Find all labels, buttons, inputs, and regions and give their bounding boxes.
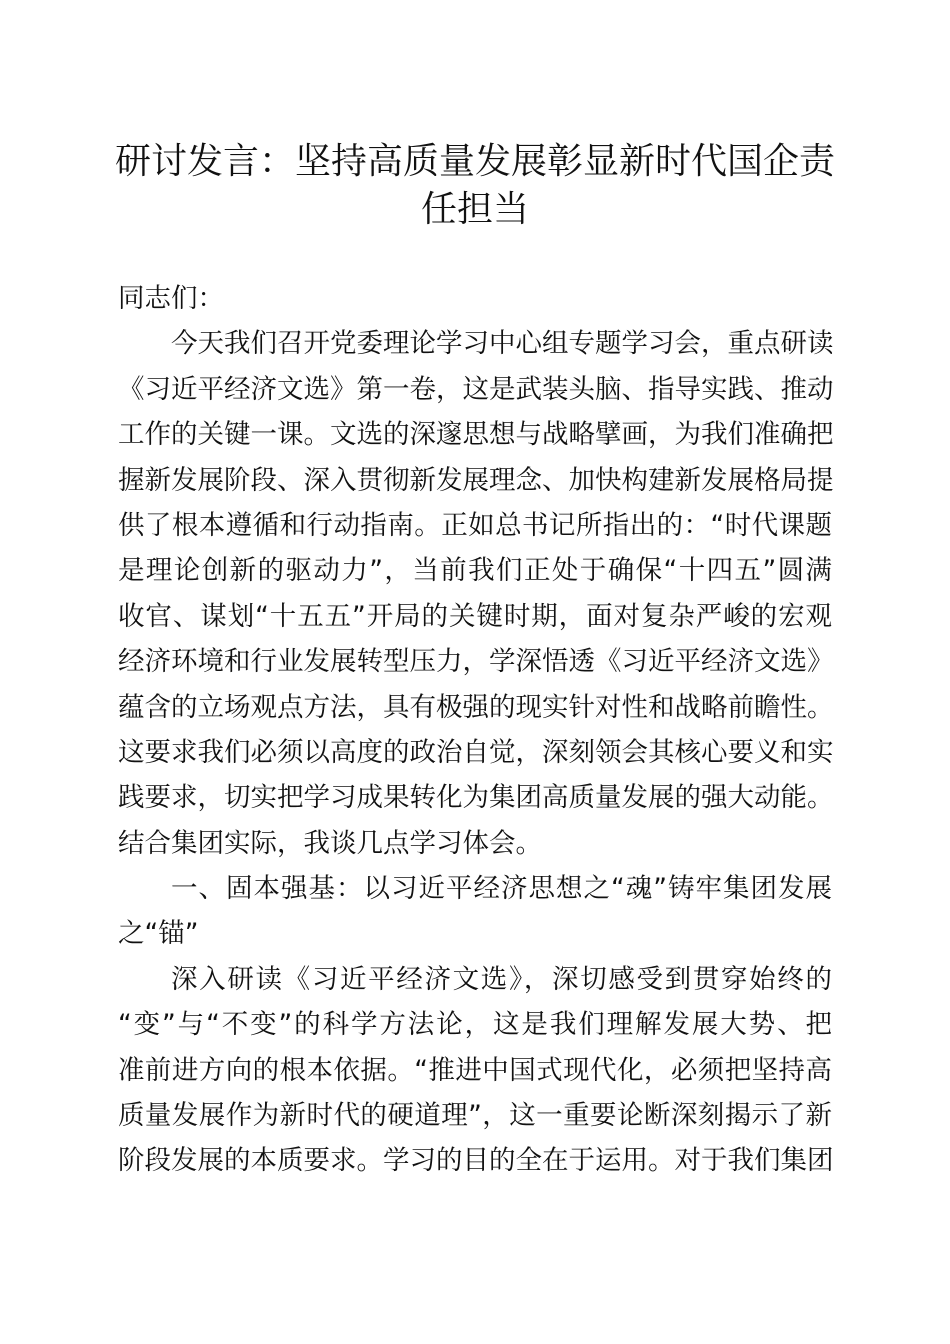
body-line: 这要求我们必须以高度的政治自觉，深刻领会其核心要义和实: [118, 736, 834, 768]
body-line: 收官、谋划“十五五”开局的关键时期，面对复杂严峻的宏观: [118, 600, 832, 632]
body-line: 《习近平经济文选》第一卷，这是武装头脑、指导实践、推动: [118, 373, 834, 405]
body-line: 准前进方向的根本依据。“推进中国式现代化，必须把坚持高: [118, 1054, 832, 1086]
document-title: [100, 138, 850, 234]
title-line: 研讨发言：坚持高质量发展彰显新时代国企责: [114, 141, 835, 182]
body-line: “变”与“不变”的科学方法论，这是我们理解发展大势、把: [118, 1009, 832, 1041]
body-line: 今天我们召开党委理论学习中心组专题学习会，重点研读: [171, 328, 834, 360]
body-line: 践要求，切实把学习成果转化为集团高质量发展的强大动能。: [118, 782, 834, 814]
body-line: 供了根本遵循和行动指南。正如总书记所指出的：“时代课题: [118, 509, 832, 541]
body-line: 是理论创新的驱动力”，当前我们正处于确保“十四五”圆满: [118, 555, 832, 587]
body-line: 经济环境和行业发展转型压力，学深悟透《习近平经济文选》: [118, 646, 834, 678]
document-body: [118, 276, 832, 1184]
body-line: 工作的关键一课。文选的深邃思想与战略擘画，为我们准确把: [118, 419, 834, 451]
body-line: 质量发展作为新时代的硬道理”，这一重要论断深刻揭示了新: [118, 1100, 832, 1132]
body-line: 同志们：: [118, 283, 224, 314]
body-line: 握新发展阶段、深入贯彻新发展理念、加快构建新发展格局提: [118, 464, 834, 496]
body-line: 阶段发展的本质要求。学习的目的全在于运用。对于我们集团: [118, 1145, 834, 1177]
body-line: 之“锚”: [118, 918, 199, 950]
body-line: 一、固本强基：以习近平经济思想之“魂”铸牢集团发展: [171, 873, 832, 905]
title-line: 任担当: [420, 189, 529, 230]
body-line: 深入研读《习近平经济文选》，深切感受到贯穿始终的: [171, 963, 832, 995]
body-line: 蕴含的立场观点方法，具有极强的现实针对性和战略前瞻性。: [118, 691, 834, 723]
body-line: 结合集团实际，我谈几点学习体会。: [118, 827, 542, 859]
